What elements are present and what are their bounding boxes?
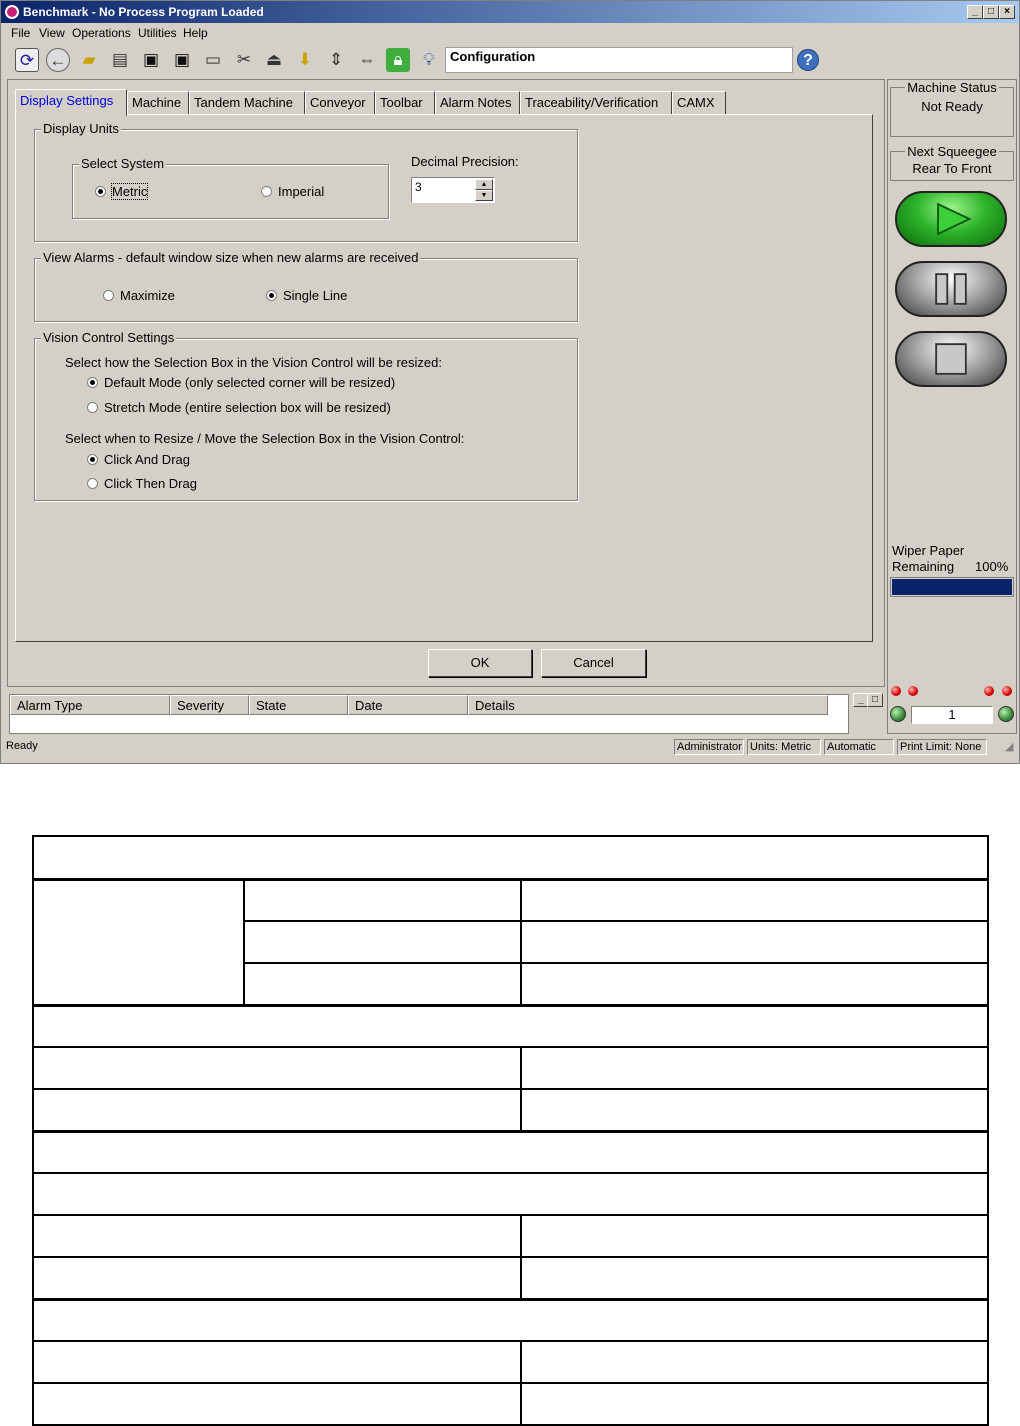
configuration-field: Configuration [445,47,793,73]
stop-button[interactable] [895,331,1007,387]
vision-control-legend: Vision Control Settings [43,330,175,345]
menu-operations[interactable]: Operations [72,26,131,40]
save-as-icon[interactable]: ▣ [173,50,191,69]
pause-icon [897,263,1005,315]
column-date[interactable]: Date [348,695,468,715]
decimal-precision-value: 3 [415,180,422,194]
maximize-label: Maximize [120,288,175,303]
help-icon[interactable]: ? [797,49,819,71]
menu-help[interactable]: Help [183,26,208,40]
wiper-progress-fill [892,579,1012,595]
imperial-label: Imperial [278,184,325,199]
view-alarms-legend: View Alarms - default window size when new alarms are received [43,250,419,265]
menu-bar [1,23,1019,43]
wiper-remaining-label: Remaining [892,559,955,574]
table-rule [34,1340,987,1342]
next-squeegee-box [890,144,1014,181]
menu-view[interactable]: View [39,26,65,40]
next-squeegee-label: Next Squeegee [907,144,997,159]
column-state[interactable]: State [249,695,348,715]
decimal-precision-label: Decimal Precision: [411,154,519,169]
alarm-restore-icon[interactable]: □ [867,693,883,707]
status-bar [1,738,1019,758]
column-severity[interactable]: Severity [170,695,249,715]
tab-traceability-verification[interactable]: Traceability/Verification [520,91,672,115]
click-then-drag-radio[interactable] [87,476,197,491]
green-led-icon [890,706,906,722]
counter-field[interactable]: 1 [911,706,993,724]
imperial-radio[interactable] [261,184,324,199]
stretch-mode-radio[interactable] [87,400,391,415]
minimize-button[interactable]: _ [967,5,983,19]
column-details[interactable]: Details [468,695,828,715]
resize-when-question: Select when to Resize / Move the Selection Box in the Vision Control: [65,431,465,446]
lightbulb-icon[interactable]: 💡︎ [423,50,435,69]
red-led-icon [984,686,994,696]
display-units-legend: Display Units [43,121,119,136]
machine-status-label: Machine Status [907,80,997,95]
table-rule [34,1256,987,1258]
radio-unselected-icon [261,186,272,197]
table-rule [520,1046,522,1130]
split-icon[interactable]: ⇕ [328,50,344,69]
resize-question: Select how the Selection Box in the Vision Control will be resized: [65,355,442,370]
next-squeegee-value: Rear To Front [912,161,992,176]
table-rule [34,1130,987,1133]
close-button[interactable]: × [999,5,1015,19]
table-rule [243,880,245,1005]
red-led-icon [891,686,901,696]
click-and-drag-label: Click And Drag [104,452,190,467]
table-rule [520,880,522,1005]
table-rule [34,1214,987,1216]
platform-up-icon[interactable]: ⏏ [265,50,283,69]
table-rule [520,1340,522,1424]
tab-machine[interactable]: Machine [127,91,189,115]
menu-file[interactable]: File [11,26,31,40]
spin-up-icon[interactable]: ▲ [475,179,493,190]
click-then-drag-label: Click Then Drag [104,476,197,491]
stretch-mode-label: Stretch Mode (entire selection box will be resized) [104,400,391,415]
decimal-precision-spinner[interactable] [411,177,495,203]
table-rule [34,1298,987,1301]
platform-down-icon[interactable]: ⬇ [297,50,313,69]
empty-table [32,835,989,1426]
stop-icon [897,333,1005,385]
single-line-label: Single Line [283,288,348,303]
tab-conveyor[interactable]: Conveyor [305,91,375,115]
radio-selected-icon [87,454,98,465]
status-mode: Automatic [824,739,894,755]
maximize-button[interactable]: □ [983,5,999,19]
metric-label: Metric [112,184,148,199]
wiper-remaining-value: 100% [975,559,1009,574]
status-text: Ready [6,740,38,752]
radio-selected-icon [266,290,277,301]
wiper-paper-label: Wiper Paper [892,543,965,558]
machine-status-box [890,80,1014,137]
tools-icon[interactable]: ✂ [236,50,252,69]
tab-alarm-notes[interactable]: Alarm Notes [435,91,520,115]
tab-tandem-machine[interactable]: Tandem Machine [189,91,305,115]
pause-button[interactable] [895,261,1007,317]
red-led-icon [1002,686,1012,696]
machine-status-value: Not Ready [921,99,983,114]
tray-icon[interactable]: ▭ [204,50,222,69]
table-rule [243,920,987,922]
tab-toolbar[interactable]: Toolbar [375,91,435,115]
table-rule [520,1214,522,1298]
play-icon [897,193,1005,245]
spin-down-icon[interactable]: ▼ [475,190,493,201]
table-rule [34,1046,987,1048]
red-led-icon [908,686,918,696]
lock-icon[interactable]: 🔒︎ [386,48,410,72]
status-print-limit: Print Limit: None [897,739,987,755]
ok-button[interactable]: OK [428,649,532,677]
radio-unselected-icon [87,402,98,413]
green-led-icon [998,706,1014,722]
click-and-drag-radio[interactable] [87,452,190,467]
table-rule [243,962,987,964]
table-rule [34,1382,987,1384]
wiper-progress-bar [890,577,1014,597]
transfer-icon[interactable]: ⇔ [358,50,376,69]
back-icon[interactable]: ← [46,48,70,72]
app-logo-icon [5,5,19,19]
default-mode-label: Default Mode (only selected corner will be resized) [104,375,396,390]
start-button[interactable] [895,191,1007,247]
radio-selected-icon [95,186,106,197]
single-line-radio[interactable] [266,288,347,303]
menu-utilities[interactable]: Utilities [138,26,177,40]
column-alarm-type[interactable]: Alarm Type [10,695,170,715]
select-system-legend: Select System [81,156,165,171]
logo-icon[interactable]: ⟳ [15,48,39,72]
table-rule [34,878,987,881]
notepad-icon[interactable]: ▤ [111,50,129,69]
resize-grip-icon[interactable]: ◢ [1005,741,1014,753]
metric-radio[interactable] [95,184,147,199]
radio-selected-icon [87,377,98,388]
tab-display-settings[interactable]: Display Settings [15,89,127,116]
save-icon[interactable]: ▣ [142,50,160,69]
radio-unselected-icon [87,478,98,489]
tab-camx[interactable]: CAMX [672,91,726,115]
status-user: Administrator [674,739,744,755]
maximize-radio[interactable] [103,288,175,303]
status-units: Units: Metric [747,739,821,755]
table-rule [34,1088,987,1090]
cancel-button[interactable]: Cancel [541,649,646,677]
alarm-table[interactable] [9,694,849,734]
default-mode-radio[interactable] [87,375,395,390]
alarm-minimize-icon[interactable]: _ [853,693,869,707]
table-rule [34,1172,987,1174]
table-rule [34,1004,987,1007]
radio-unselected-icon [103,290,114,301]
open-folder-icon[interactable]: ▰ [82,50,96,69]
window-title: Benchmark - No Process Program Loaded [23,5,264,19]
title-bar [1,1,1019,23]
